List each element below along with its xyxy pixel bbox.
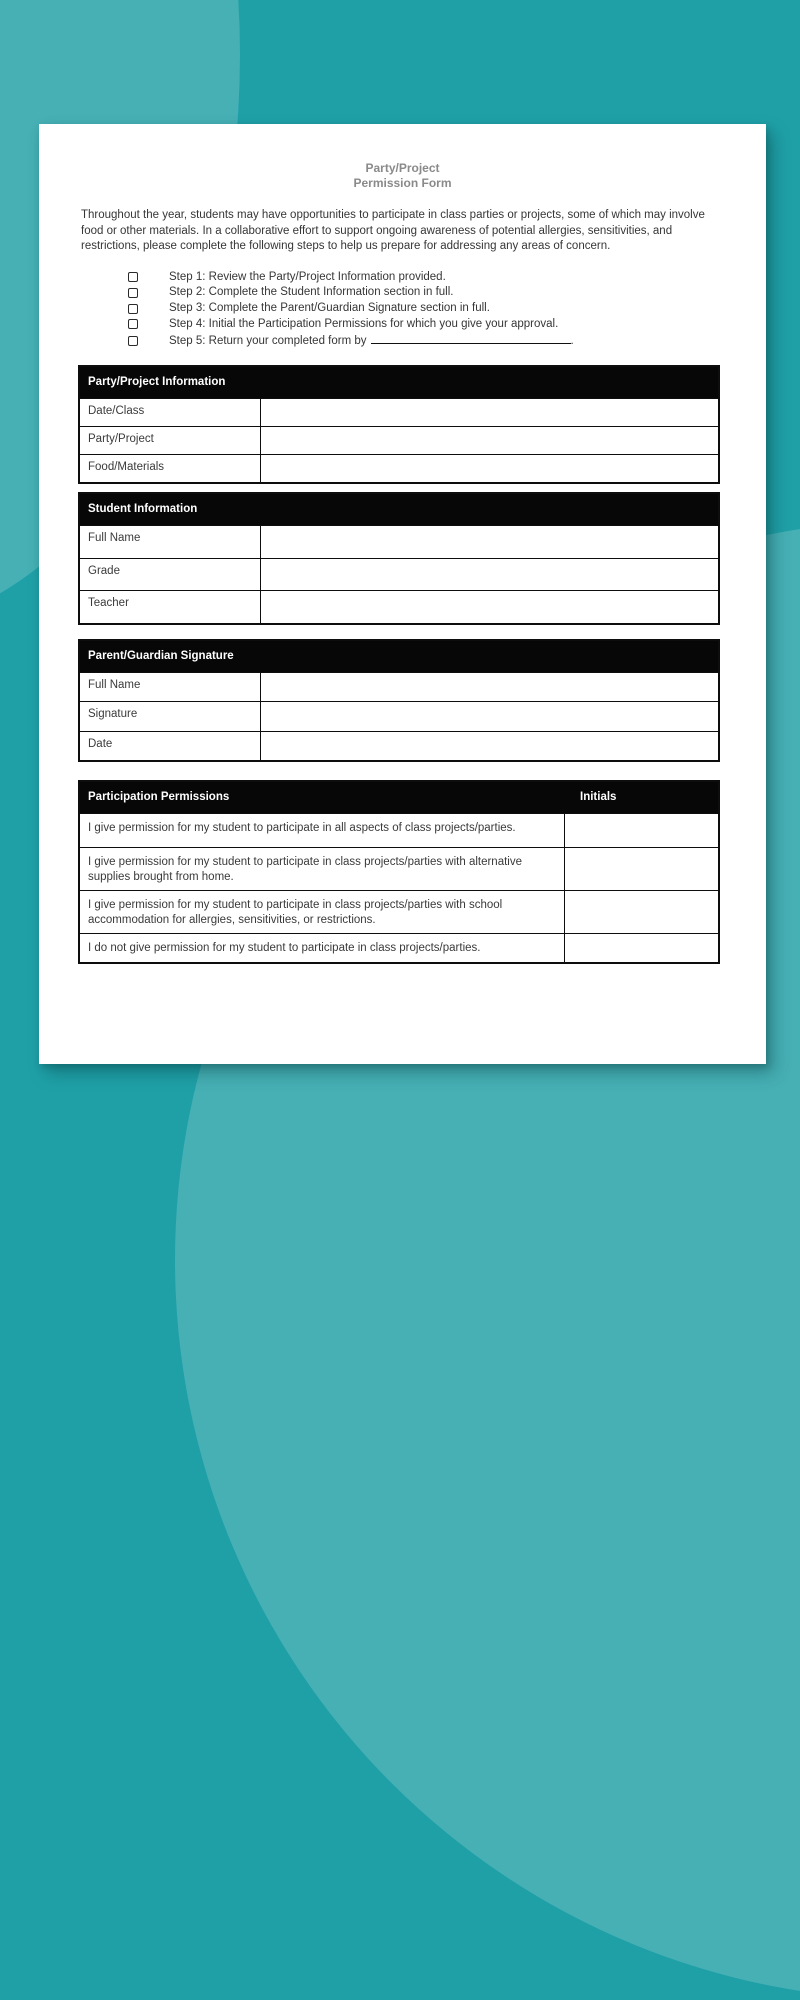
field-row (80, 590, 718, 623)
checkbox-icon (128, 288, 138, 298)
form-page (39, 124, 766, 1064)
step-item-1 (128, 270, 766, 286)
field-input-cell[interactable] (261, 399, 718, 426)
step-item-3 (128, 301, 766, 317)
checkbox-icon (128, 304, 138, 314)
initials-input-cell[interactable] (565, 891, 718, 933)
field-label: Teacher (80, 591, 261, 623)
section-header (80, 641, 718, 672)
field-label: Full Name (80, 673, 261, 702)
section-header-label: Party/Project Information (88, 376, 226, 389)
field-input-cell[interactable] (261, 732, 718, 761)
step-item-4 (128, 317, 766, 333)
intro-paragraph: Throughout the year, students may have opportunities to participate in class parties or projects, some of which may involve food or other materials. In a collaborative effort to support ongoing awareness of potential allergies, sensitivities, and restrictions, please complete the following steps to help us prepare for addressing any areas of concern. (81, 209, 705, 252)
field-label: Grade (80, 559, 261, 591)
section-header (80, 494, 718, 525)
step-label: Step 5: Return your completed form by (169, 335, 367, 348)
step-label: Step 1: Review the Party/Project Information provided. (169, 270, 446, 283)
section-parent-guardian-signature (78, 639, 720, 763)
permission-row (80, 890, 718, 933)
section-header-label: Parent/Guardian Signature (88, 649, 234, 662)
permissions-header (80, 782, 718, 813)
field-label: Party/Project (80, 427, 261, 454)
section-header (80, 367, 718, 398)
permission-text: I give permission for my student to participate in class projects/parties with school accommodation for allergies, sensitivities, or restrictions. (80, 891, 565, 933)
permission-text: I do not give permission for my student to participate in class projects/parties. (80, 934, 565, 962)
section-header-label: Student Information (88, 503, 198, 516)
permission-row (80, 933, 718, 962)
step-label: Step 2: Complete the Student Information section in full. (169, 286, 454, 299)
field-label: Full Name (80, 526, 261, 558)
permission-row (80, 847, 718, 890)
permission-row (80, 813, 718, 847)
step-label: Step 4: Initial the Participation Permissions for which you give your approval. (169, 317, 559, 330)
initials-input-cell[interactable] (565, 848, 718, 890)
checkbox-icon (128, 319, 138, 329)
permissions-table (78, 780, 720, 964)
page-title-line1: Party/Project (365, 161, 440, 175)
field-row (80, 731, 718, 761)
steps-list (128, 270, 766, 351)
initials-input-cell[interactable] (565, 934, 718, 962)
field-input-cell[interactable] (261, 591, 718, 623)
field-label: Signature (80, 702, 261, 731)
field-row (80, 701, 718, 731)
section-party-project-info (78, 365, 720, 484)
section-student-info (78, 492, 720, 625)
return-date-blank[interactable] (371, 332, 571, 344)
permission-text: I give permission for my student to participate in class projects/parties with alternative supplies brought from home. (80, 848, 565, 890)
initials-input-cell[interactable] (565, 814, 718, 847)
permissions-header-label: Participation Permissions (88, 791, 230, 804)
field-label: Date (80, 732, 261, 761)
field-input-cell[interactable] (261, 427, 718, 454)
field-row (80, 672, 718, 702)
step-label-suffix: . (570, 335, 574, 348)
field-input-cell[interactable] (261, 526, 718, 558)
field-input-cell[interactable] (261, 559, 718, 591)
step-item-5 (128, 332, 766, 350)
page-title-line2: Permission Form (353, 176, 452, 190)
field-input-cell[interactable] (261, 455, 718, 482)
field-input-cell[interactable] (261, 673, 718, 702)
field-label: Date/Class (80, 399, 261, 426)
field-row (80, 454, 718, 482)
checkbox-icon (128, 272, 138, 282)
initials-header-label: Initials (580, 791, 617, 804)
step-label: Step 3: Complete the Parent/Guardian Signature section in full. (169, 301, 490, 314)
permission-text: I give permission for my student to participate in all aspects of class projects/parties. (80, 814, 565, 847)
page-title (39, 161, 766, 191)
checkbox-icon (128, 336, 138, 346)
field-row (80, 558, 718, 591)
field-label: Food/Materials (80, 455, 261, 482)
step-item-2 (128, 285, 766, 301)
field-input-cell[interactable] (261, 702, 718, 731)
field-row (80, 525, 718, 558)
field-row (80, 426, 718, 454)
field-row (80, 398, 718, 426)
